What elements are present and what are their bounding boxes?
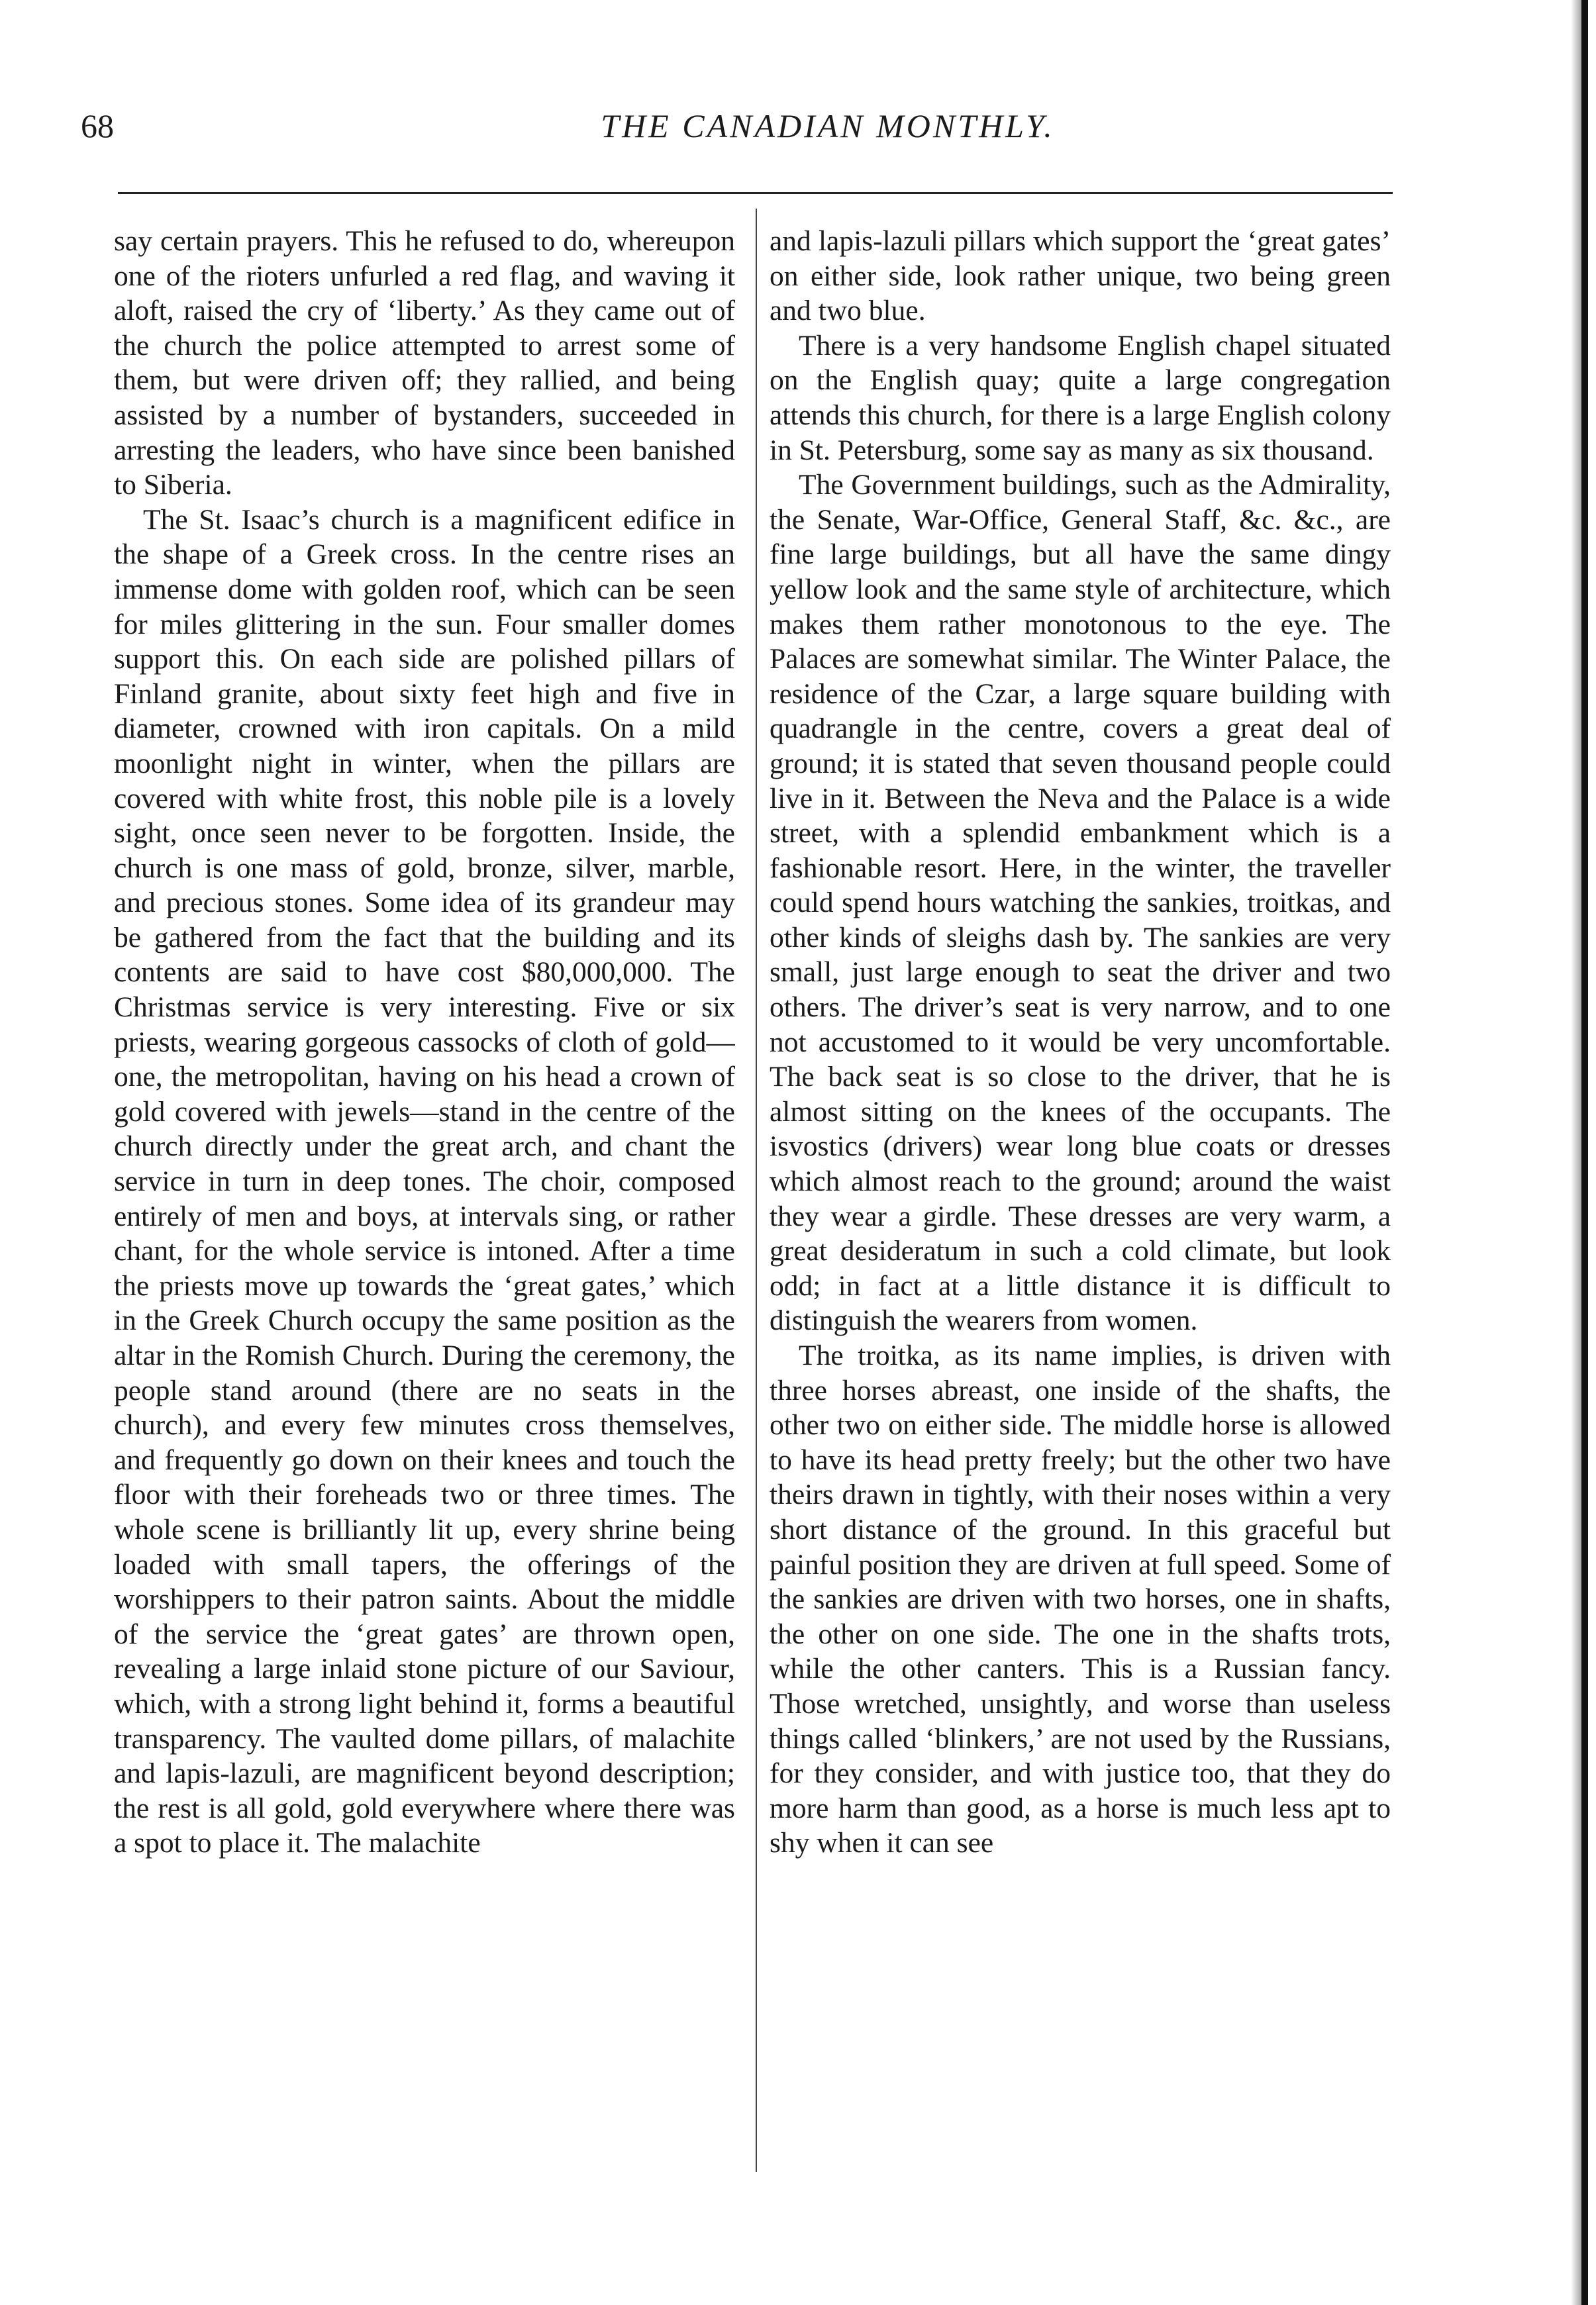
running-title: THE CANADIAN MONTHLY. xyxy=(601,107,1055,144)
right-column xyxy=(770,224,1391,2184)
page-binding-shadow xyxy=(1571,0,1581,2305)
paragraph-right-1: and lapis-lazuli pillars which support the ‘great gates’ on either side, look rather unique, two being green and two blue. xyxy=(770,225,1391,327)
page-number: 68 xyxy=(81,107,114,144)
paragraph-right-2: There is a very handsome English chapel situated on the English quay; quite a large congregation attends this church, for there is a large English colony in St. Petersburg, some say as many as six thousand. xyxy=(770,329,1391,466)
left-column xyxy=(114,224,735,2184)
paragraph-left-2: The St. Isaac’s church is a magnificent edifice in the shape of a Greek cross. In the centre rises an immense dome with golden roof, which can be seen for miles glittering in the sun. Four smaller domes support this. On each side are polished pillars of Finland granite, about sixty feet high and five in diameter, crowned with iron capitals. On a mild moonlight night in winter, when the pillars are covered with white frost, this noble pile is a lovely sight, once seen never to be forgotten. Inside, the church is one mass of gold, bronze, silver, marble, and precious stones. Some idea of its grandeur may be gathered from the fact that the building and its contents are said to have cost $80,000,000. The Christmas service is very interesting. Five or six priests, wearing gorgeous cassocks of cloth of gold—one, the metropolitan, having on his head a crown of gold covered with jewels—stand in the centre of the church directly under the great arch, and chant the service in turn in deep tones. The choir, composed entirely of men and boys, at intervals sing, or rather chant, for the whole service is intoned. After a time the priests move up towards the ‘great gates,’ which in the Greek Church occupy the same position as the altar in the Romish Church. During the ceremony, the people stand around (there are no seats in the church), and every few minutes cross themselves, and frequently go down on their knees and touch the floor with their foreheads two or three times. The whole scene is brilliantly lit up, every shrine being loaded with small tapers, the offerings of the worshippers to their patron saints. About the middle of the service the ‘great gates’ are thrown open, revealing a large inlaid stone picture of our Saviour, which, with a strong light behind it, forms a beautiful transparency. The vaulted dome pillars, of malachite and lapis-lazuli, are magnificent beyond description; the rest is all gold, gold everywhere where there was a spot to place it. The malachite xyxy=(114,503,735,1859)
paragraph-left-1: say certain prayers. This he refused to do, whereupon one of the rioters unfurled a red flag, and waving it aloft, raised the cry of ‘liberty.’ As they came out of the church the police attempted to arrest some of them, but were driven off; they rallied, and being assisted by a number of bystanders, succeeded in arresting the leaders, who have since been banished to Siberia. xyxy=(114,225,735,501)
page-binding-edge xyxy=(1581,0,1588,2305)
paragraph-right-4: The troitka, as its name implies, is driven with three horses abreast, one inside of the shafts, the other two on either side. The middle horse is allowed to have its head pretty freely; but the other two have theirs drawn in tightly, with their noses within a very short distance of the ground. In this graceful but painful position they are driven at full speed. Some of the sankies are driven with two horses, one in shafts, the other on one side. The one in the shafts trots, while the other canters. This is a Russian fancy. Those wretched, unsightly, and worse than useless things called ‘blinkers,’ are not used by the Russians, for they consider, and with justice too, that they do more harm than good, as a horse is much less apt to shy when it can see xyxy=(770,1340,1391,1859)
column-divider xyxy=(756,209,757,2172)
header-rule xyxy=(118,192,1393,194)
paragraph-right-3: The Government buildings, such as the Admirality, the Senate, War-Office, General Staff, &c. &c., are fine large buildings, but all have the same dingy yellow look and the same style of architecture, which makes them rather monotonous to the eye. The Palaces are somewhat similar. The Winter Palace, the residence of the Czar, a large square building with quadrangle in the centre, covers a great deal of ground; it is stated that seven thousand people could live in it. Between the Neva and the Palace is a wide street, with a splendid embankment which is a fashionable resort. Here, in the winter, the traveller could spend hours watching the sankies, troitkas, and other kinds of sleighs dash by. The sankies are very small, just large enough to seat the driver and two others. The driver’s seat is very narrow, and to one not accustomed to it would be very uncomfortable. The back seat is so close to the driver, that he is almost sitting on the knees of the occupants. The isvostics (drivers) wear long blue coats or dresses which almost reach to the ground; around the waist they wear a girdle. These dresses are very warm, a great desideratum in such a cold climate, but look odd; in fact at a little distance it is difficult to distinguish the wearers from women. xyxy=(770,469,1391,1337)
